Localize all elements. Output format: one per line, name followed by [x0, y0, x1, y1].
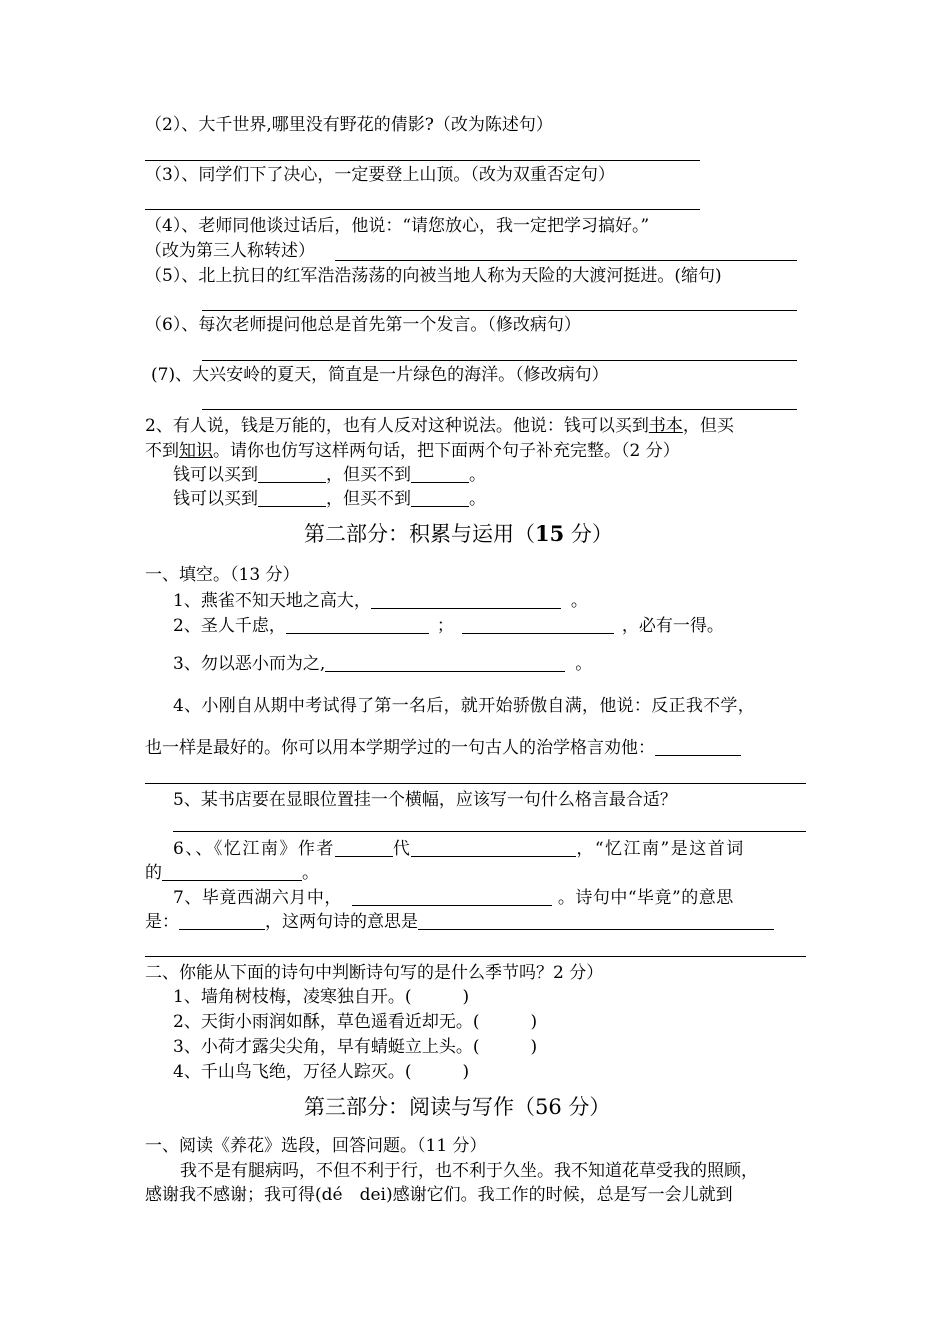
fill-4-line1: 4、小刚自从期中考试得了第一名后，就开始骄傲自满，他说：反正我不学，: [173, 696, 756, 716]
fill-3: 3、勿以恶小而为之, 。: [173, 654, 593, 674]
money-blank-1a[interactable]: [258, 466, 326, 483]
fill-4-line2: 也一样是最好的。你可以用本学期学过的一句古人的治学格言劝他：: [145, 737, 741, 759]
fill-2: 2、圣人千虑， ； ，必有一得。: [173, 616, 724, 636]
question-4-line2: （改为第三人称转述）: [145, 241, 315, 261]
fill-7-answer-line[interactable]: [145, 956, 806, 957]
answer-line-2[interactable]: [145, 160, 700, 161]
season-poem-2: 2、天街小雨润如酥，草色遥看近却无。( ): [173, 1012, 538, 1032]
fill-4-answer-line[interactable]: [145, 783, 806, 784]
fill-5: 5、某书店要在显眼位置挂一个横幅，应该写一句什么格言最合适？: [173, 790, 677, 810]
question-3: （3）、同学们下了决心，一定要登上山顶。（改为双重否定句）: [145, 165, 615, 185]
question-2: （2）、大千世界,哪里没有野花的倩影?（改为陈述句）: [145, 115, 553, 135]
money-question-line1: 2、有人说，钱是万能的，也有人反对这种说法。他说：钱可以买到书本，但买: [145, 416, 734, 436]
season-poem-4: 4、千山鸟飞绝，万径人踪灭。( ): [173, 1062, 470, 1082]
answer-line-4[interactable]: [335, 260, 797, 261]
fill-4-blank[interactable]: [655, 739, 741, 756]
question-5: （5）、北上抗日的红军浩浩荡荡的向被当地人称为天险的大渡河挺进。(缩句): [145, 266, 722, 286]
question-6: （6）、每次老师提问他总是首先第一个发言。（修改病句）: [145, 315, 581, 335]
answer-line-6[interactable]: [202, 360, 797, 361]
reading-text-line2: 感谢我不感谢；我可得(dé dei)感谢它们。我工作的时候，总是写一会儿就到: [145, 1185, 733, 1205]
question-4-line1: （4）、老师同他谈过话后，他说：“请您放心，我一定把学习搞好。”: [145, 216, 650, 236]
season-heading: 二、你能从下面的诗句中判断诗句写的是什么季节吗？2 分）: [145, 963, 604, 983]
fill-6-blank-cipai[interactable]: [162, 864, 302, 881]
season-poem-3: 3、小荷才露尖尖角，早有蜻蜓立上头。( ): [173, 1037, 538, 1057]
reading-heading: 一、阅读《养花》选段，回答问题。（11 分）: [145, 1136, 487, 1156]
fill-1: 1、燕雀不知天地之高大， 。: [173, 591, 588, 611]
money-blank-2b[interactable]: [411, 490, 469, 507]
fill-2-blank-b[interactable]: [462, 617, 614, 634]
fill-5-answer-line[interactable]: [173, 831, 806, 832]
money-sentence-2: 钱可以买到 ，但买不到 。: [173, 489, 486, 509]
question-7: (7)、大兴安岭的夏天，简直是一片绿色的海洋。（修改病句）: [151, 365, 609, 385]
money-question-line2: 不到知识。请你也仿写这样两句话，把下面两个句子补充完整。（2 分）: [145, 441, 680, 461]
reading-text-line1: 我不是有腿病吗，不但不利于行，也不利于久坐。我不知道花草受我的照顾，: [180, 1161, 758, 1181]
fill-6-line2: 的 。: [145, 863, 319, 883]
fill-6-blank-author[interactable]: [335, 840, 393, 857]
answer-line-5[interactable]: [202, 310, 797, 311]
answer-line-3[interactable]: [145, 209, 700, 210]
fill-6-line1: 6、、《忆江南》作者 代 ，“忆江南”是这首词: [173, 839, 745, 859]
part2-title: 第二部分：积累与运用（15 分）: [304, 521, 613, 546]
money-blank-2a[interactable]: [258, 490, 326, 507]
part3-title: 第三部分：阅读与写作（56 分）: [304, 1095, 611, 1119]
money-blank-1b[interactable]: [411, 466, 469, 483]
fill-2-blank-a[interactable]: [286, 617, 429, 634]
fill-7-blank-verse[interactable]: [352, 889, 552, 906]
fill-6-blank-dynasty[interactable]: [411, 840, 576, 857]
fill-7-line1: 7、毕竟西湖六月中， 。诗句中“毕竟”的意思: [173, 888, 734, 908]
fill-1-blank[interactable]: [371, 592, 561, 609]
fill-7-line2: 是： ，这两句诗的意思是: [145, 911, 774, 933]
fill-3-blank[interactable]: [325, 655, 565, 672]
season-poem-1: 1、墙角树枝梅，凌寒独自开。( ): [173, 987, 470, 1007]
fill-7-blank-poem-meaning[interactable]: [418, 913, 774, 930]
fill-blank-heading: 一、填空。（13 分）: [145, 565, 300, 585]
money-sentence-1: 钱可以买到 ，但买不到 。: [173, 465, 486, 485]
fill-7-blank-meaning[interactable]: [179, 913, 265, 930]
answer-line-7[interactable]: [202, 409, 797, 410]
